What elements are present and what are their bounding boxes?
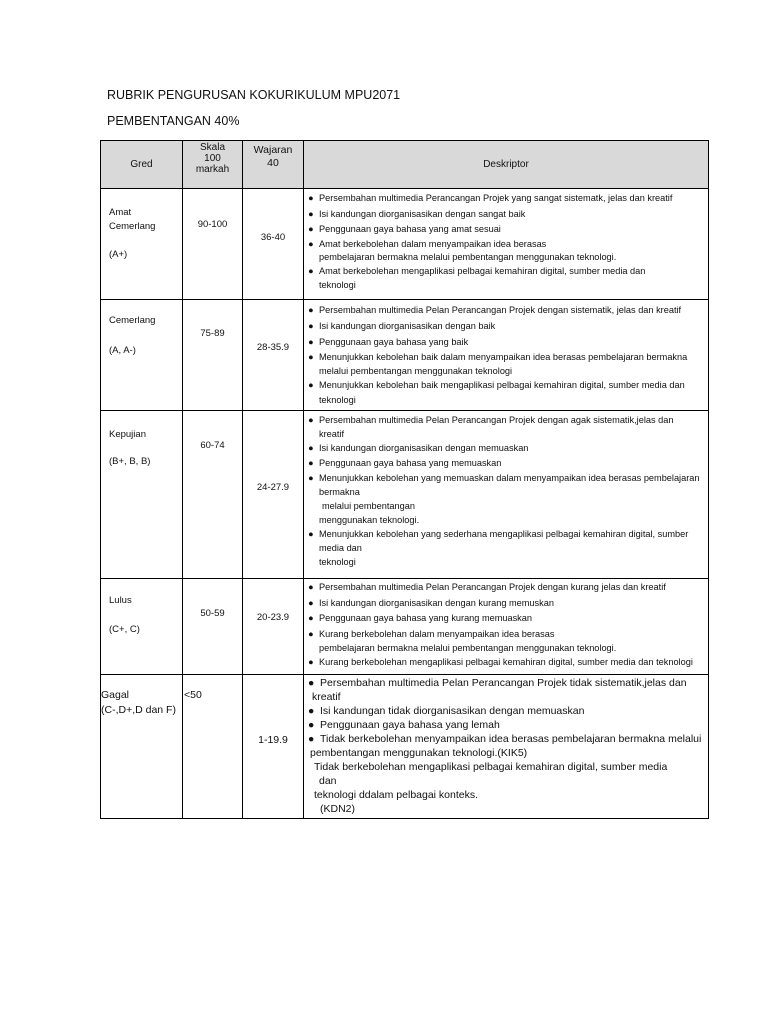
skala-value: <50 xyxy=(184,689,202,701)
header-gred-label: Gred xyxy=(130,159,153,170)
gred-subgrades: (A+) xyxy=(109,249,128,260)
skala-cell xyxy=(183,189,243,300)
list-item: ● Isi kandungan diorganisasikan dengan baik xyxy=(308,321,496,331)
wajaran-cell xyxy=(243,579,304,675)
wajaran-value: 36-40 xyxy=(260,232,286,243)
skala-value: 60-74 xyxy=(200,440,225,451)
gred-name-line1: Kepujian xyxy=(109,429,146,440)
table-row xyxy=(101,579,709,675)
header-deskriptor xyxy=(304,141,709,189)
list-item: ● Penggunaan gaya bahasa yang kurang memuaskan xyxy=(308,613,532,623)
gred-name-line1: Gagal xyxy=(101,689,130,701)
header-wajaran xyxy=(243,141,304,189)
wajaran-value: 28-35.9 xyxy=(256,342,290,353)
list-item: ● Penggunaan gaya bahasa yang lemah xyxy=(308,719,500,731)
list-item: ● Persembahan multimedia Pelan Perancangan Projek dengan sistematik, jelas dan kreatif xyxy=(308,305,682,315)
table-row xyxy=(101,189,709,300)
gred-name-line1: Cemerlang xyxy=(109,315,156,326)
header-skala xyxy=(183,141,243,189)
header-gred xyxy=(101,141,183,189)
list-item: ● Menunjukkan kebolehan baik dalam menyampaikan idea berasas pembelajaran bermakna melalui pembentangan menggunakan teknologi xyxy=(308,352,688,376)
deskriptor-cell xyxy=(304,579,709,675)
list-item: ● Isi kandungan diorganisasikan dengan sangat baik xyxy=(308,208,526,219)
list-item: ● Amat berkebolehan dalam menyampaikan idea berasas pembelajaran bermakna melalui pembentangan menggunakan teknologi. xyxy=(308,238,617,262)
header-wajaran-line1: Wajaran xyxy=(253,144,293,156)
wajaran-cell xyxy=(243,300,304,411)
deskriptor-cell xyxy=(304,300,709,411)
header-skala-line3: markah xyxy=(195,164,230,175)
list-item: ● Kurang berkebolehan mengaplikasi pelbagai kemahiran digital, sumber media dan teknologi xyxy=(308,656,693,667)
list-item: ● Menunjukkan kebolehan yang memuaskan dalam menyampaikan idea berasas pembelajaran bermakna melalui pembentangan menggunakan teknologi. xyxy=(308,473,700,525)
header-deskriptor-label: Deskriptor xyxy=(483,159,529,170)
list-item: ● Menunjukkan kebolehan baik mengaplikasi pelbagai kemahiran digital, sumber media dan teknologi xyxy=(308,380,685,405)
wajaran-value: 1-19.9 xyxy=(258,734,288,746)
deskriptor-cell xyxy=(304,675,709,819)
wajaran-value: 20-23.9 xyxy=(256,612,290,623)
skala-cell xyxy=(183,411,243,579)
list-item: ● Penggunaan gaya bahasa yang amat sesuai xyxy=(308,224,501,234)
list-item: Tidak berkebolehan mengaplikasi pelbagai kemahiran digital, sumber media dan teknologi ddalam pelbagai konteks. (KDN2) xyxy=(314,761,668,815)
list-item: ● Isi kandungan diorganisasikan dengan memuaskan xyxy=(308,443,529,453)
list-item: ● Penggunaan gaya bahasa yang baik xyxy=(308,337,469,347)
list-item: ● Persembahan multimedia Pelan Perancangan Projek dengan kurang jelas dan kreatif xyxy=(308,582,666,592)
gred-subgrades: (C+, C) xyxy=(109,624,140,635)
list-item: ● Persembahan multimedia Pelan Perancangan Projek tidak sistematik,jelas dan kreatif xyxy=(308,677,687,703)
gred-cell xyxy=(101,300,183,411)
table-row xyxy=(101,411,709,579)
header-wajaran-line2: 40 xyxy=(267,157,279,169)
table-row xyxy=(101,675,709,819)
header-row xyxy=(101,141,709,189)
gred-cell xyxy=(101,675,183,819)
wajaran-cell xyxy=(243,189,304,300)
gred-cell xyxy=(101,411,183,579)
list-item: ● Menunjukkan kebolehan yang sederhana mengaplikasi pelbagai kemahiran digital, sumber media dan teknologi xyxy=(308,529,689,567)
skala-value: 90-100 xyxy=(197,219,228,230)
gred-name-line1: Amat xyxy=(109,207,132,218)
skala-cell xyxy=(183,675,243,819)
list-item: ● Persembahan multimedia Perancangan Projek yang sangat sistematk, jelas dan kreatif xyxy=(308,193,673,203)
list-item: ● Persembahan multimedia Pelan Perancangan Projek dengan agak sistematik,jelas dan kreatif xyxy=(308,415,674,439)
list-item: ● Isi kandungan tidak diorganisasikan dengan memuaskan xyxy=(308,705,585,717)
gred-subgrades: (B+, B, B) xyxy=(109,456,151,467)
list-item: ● Kurang berkebolehan dalam menyampaikan idea berasas pembelajaran bermakna melalui pembentangan menggunakan teknologi. xyxy=(308,628,617,653)
gred-name-line2: (C-,D+,D dan F) xyxy=(101,704,176,716)
list-item: ● Penggunaan gaya bahasa yang memuaskan xyxy=(308,458,502,468)
gred-subgrades: (A, A-) xyxy=(109,345,136,356)
list-item: ● Isi kandungan diorganisasikan dengan kurang memuskan xyxy=(308,597,554,608)
wajaran-cell xyxy=(243,675,304,819)
wajaran-value: 24-27.9 xyxy=(256,482,290,493)
deskriptor-cell xyxy=(304,189,709,300)
document-title: RUBRIK PENGURUSAN KOKURIKULUM MPU2071 xyxy=(107,88,401,102)
skala-cell xyxy=(183,300,243,411)
gred-cell xyxy=(101,579,183,675)
skala-cell xyxy=(183,579,243,675)
rubric-table xyxy=(100,140,709,819)
list-item: ● Amat berkebolehan mengaplikasi pelbagai kemahiran digital, sumber media dan teknologi xyxy=(308,265,646,290)
table-row xyxy=(101,300,709,411)
deskriptor-cell xyxy=(304,411,709,579)
gred-cell xyxy=(101,189,183,300)
gred-name-line2: Cemerlang xyxy=(109,221,156,232)
list-item: ● Tidak berkebolehan menyampaikan idea berasas pembelajaran bermakna melalui pembentangan menggunakan teknologi.(KIK5) xyxy=(308,733,702,759)
header-skala-line2: 100 xyxy=(204,153,221,164)
skala-value: 50-59 xyxy=(200,608,225,619)
header-skala-line1: Skala xyxy=(199,142,225,153)
gred-name-line1: Lulus xyxy=(109,595,132,606)
document-subtitle: PEMBENTANGAN 40% xyxy=(107,114,240,128)
wajaran-cell xyxy=(243,411,304,579)
skala-value: 75-89 xyxy=(200,328,225,339)
